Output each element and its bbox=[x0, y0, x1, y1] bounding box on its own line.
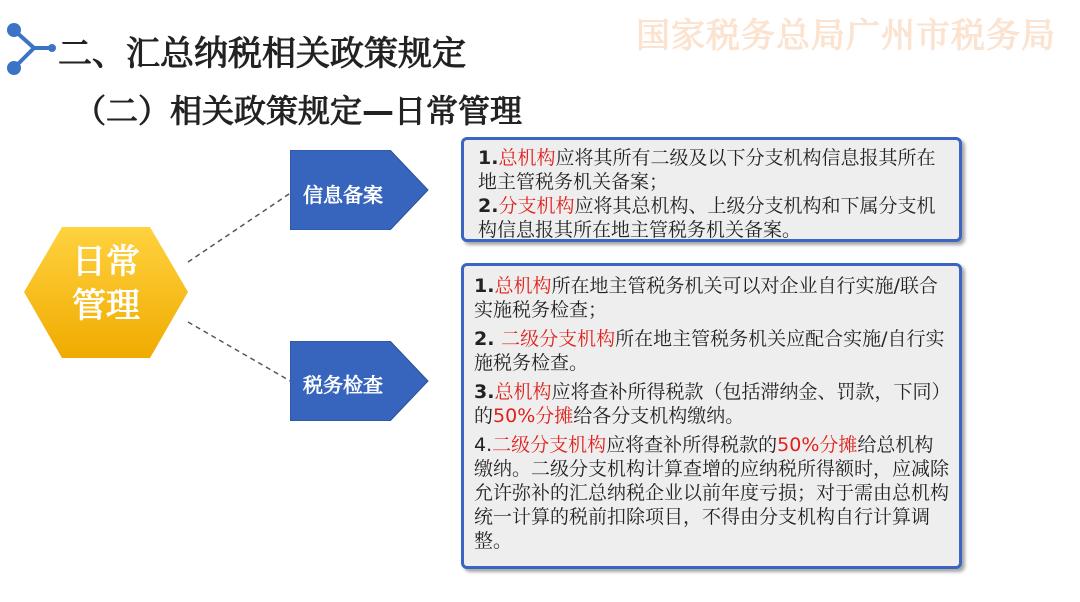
rule-text: 应将查补所得税款（包括滞纳金、罚款，下同）的 bbox=[474, 381, 951, 427]
inspection-rule-2 bbox=[474, 327, 951, 375]
rule-highlight: 总机构 bbox=[498, 147, 556, 169]
rule-text: 应将其所有二级及以下分支机构信息报其所在地主管税务机关备案； bbox=[478, 147, 936, 193]
rule-text: 给各分支机构缴纳。 bbox=[573, 405, 745, 427]
rule-number: 3. bbox=[474, 381, 495, 403]
rule-text: 应将其总机构、上级分支机构和下属分支机构信息报其所在地主管税务机关备案。 bbox=[478, 195, 936, 241]
rule-text: 应将查补所得税款的 bbox=[606, 434, 778, 456]
center-label bbox=[22, 240, 190, 328]
inspection-rules-box bbox=[461, 263, 962, 569]
rule-text: 所在地主管税务机关可以对企业自行实施/联合实施税务检查； bbox=[474, 275, 938, 321]
branch-label-inspection: 税务检查 bbox=[303, 373, 383, 397]
rule-highlight: 二级分支机构 bbox=[492, 434, 607, 456]
inspection-rule-3 bbox=[474, 380, 951, 428]
rule-highlight: 总机构 bbox=[494, 381, 552, 403]
branch-label-filing: 信息备案 bbox=[303, 183, 383, 207]
page-subtitle: （二）相关政策规定—日常管理 bbox=[74, 92, 523, 130]
inspection-rule-4 bbox=[474, 433, 951, 553]
filing-rule-2 bbox=[478, 194, 949, 242]
rule-text: 给总机构缴纳。二级分支机构计算查增的应纳税所得额时，应减除允许弥补的汇总纳税企业以前年度亏损；对于需由总机构统一计算的税前扣除项目，不得由分支机构自行计算调整。 bbox=[474, 434, 950, 552]
inspection-rule-1 bbox=[474, 274, 951, 322]
watermark: 国家税务总局广州市税务局 bbox=[636, 16, 1056, 56]
rule-number: 1. bbox=[474, 275, 495, 297]
rule-number: 2. bbox=[474, 328, 502, 350]
rule-highlight-ratio: 50%分摊 bbox=[493, 405, 574, 427]
filing-rule-1 bbox=[478, 146, 949, 194]
rule-number: 4. bbox=[474, 434, 493, 456]
rule-highlight-ratio: 50%分摊 bbox=[777, 434, 858, 456]
page-title: 二、汇总纳税相关政策规定 bbox=[58, 34, 466, 74]
rule-highlight: 分支机构 bbox=[498, 195, 575, 217]
filing-rules-box bbox=[461, 137, 962, 242]
center-label-line2: 管理 bbox=[72, 286, 140, 326]
center-label-line1: 日常 bbox=[72, 242, 140, 282]
rule-highlight: 总机构 bbox=[494, 275, 552, 297]
rule-highlight: 二级分支机构 bbox=[501, 328, 616, 350]
rule-number: 2. bbox=[478, 195, 499, 217]
rule-number: 1. bbox=[478, 147, 499, 169]
rule-text: 所在地主管税务机关应配合实施/自行实施税务检查。 bbox=[474, 328, 945, 374]
